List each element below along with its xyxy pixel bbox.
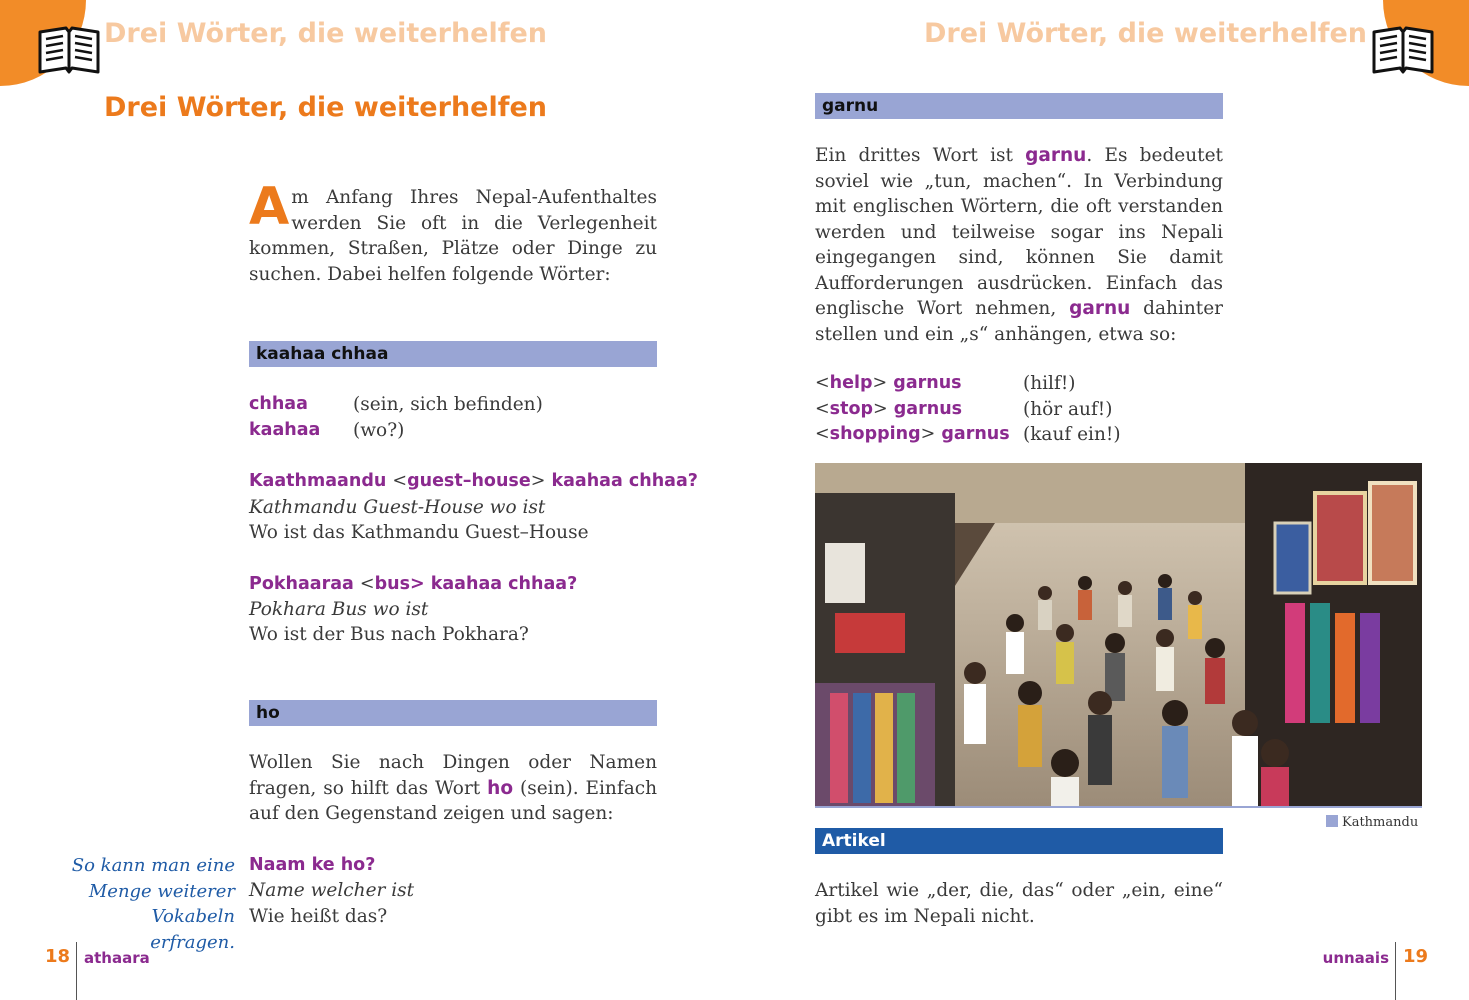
photo-underline [815, 806, 1422, 808]
garnu-paragraph [815, 143, 1223, 347]
side-note-line: So kann man eine [71, 855, 235, 876]
page-word-right: unnaais [1322, 949, 1389, 967]
example-literal: Pokhara Bus wo ist [249, 599, 429, 620]
nepali-verb: garnus [887, 399, 963, 419]
phrase-part: Pokhaaraa [249, 574, 360, 594]
side-note-line: Vokabeln erfragen. [150, 906, 235, 953]
example-phrase [815, 371, 962, 397]
example-translation: Wo ist das Kathmandu Guest–House [249, 522, 589, 543]
vocab-word: chhaa [249, 394, 308, 414]
phrase-part: guest–house [407, 471, 531, 491]
example-phrase [249, 572, 577, 598]
running-title-left: Drei Wörter, die weiterhelfen [104, 18, 548, 49]
nepali-verb: garnus [935, 424, 1010, 444]
paragraph-text: Ein drittes Wort ist [815, 145, 1026, 166]
example-phrase [815, 397, 962, 423]
section-heading-ho: ho [249, 700, 657, 726]
artikel-paragraph: Artikel wie „der, die, das“ oder „ein, eine“ gibt es im Nepali nicht. [815, 880, 1223, 927]
intro-paragraph [249, 177, 657, 287]
paragraph-text: . Es bedeutet soviel wie „tun, machen“. In Verbindung mit englischen Wörtern, die oft verstanden werden und teilweise sogar ins Nepali eingegangen sind, können Sie damit Aufforderungen ausdrücken. Einfach das englische Wort nehmen, [815, 145, 1223, 319]
vocab-meaning: (wo?) [353, 420, 405, 441]
vocab-meaning: (sein, sich befinden) [353, 394, 543, 415]
keyword-garnu: garnu [1025, 145, 1087, 166]
paragraph-text: dahinter stellen und ein „s“ anhängen, etwa so: [815, 298, 1224, 345]
caption-marker [1326, 815, 1338, 827]
angle-bracket: < [359, 574, 375, 594]
angle-bracket: < [815, 399, 830, 419]
phrase-part: Kaathmaandu [249, 471, 393, 491]
paragraph-text: Wollen Sie nach Dingen oder Namen fragen, so hilft das Wort [249, 752, 657, 799]
example-meaning: (hör auf!) [1023, 399, 1113, 420]
section-heading-artikel: Artikel [815, 828, 1223, 854]
footer-divider [1395, 942, 1396, 1000]
side-note [65, 853, 235, 955]
example-literal: Name welcher ist [249, 880, 415, 901]
open-book-icon [36, 20, 102, 78]
example-translation: Wie heißt das? [249, 906, 388, 927]
keyword-garnu: garnu [1069, 298, 1131, 319]
paragraph-text: (sein). Einfach auf den Gegenstand zeigen und sagen: [249, 777, 658, 824]
running-title-right: Drei Wörter, die weiterhelfen [923, 18, 1367, 49]
nepali-verb: garnus [887, 373, 962, 393]
photo-kathmandu-market [815, 463, 1422, 806]
angle-bracket: > [920, 424, 936, 444]
photo-caption [1326, 815, 1418, 830]
example-meaning: (kauf ein!) [1023, 424, 1121, 445]
phrase-part: kaahaa chhaa? [545, 471, 698, 491]
section-heading-kaahaa-chhaa: kaahaa chhaa [249, 341, 657, 367]
english-word: shopping [829, 424, 921, 444]
angle-bracket: > [872, 373, 888, 393]
ho-paragraph [249, 750, 657, 827]
open-book-icon [1370, 20, 1436, 78]
section-heading-garnu: garnu [815, 93, 1223, 119]
page-title: Drei Wörter, die weiterhelfen [104, 92, 548, 123]
intro-text: m Anfang Ihres Nepal-Aufenthaltes werden Sie oft in die Verlegenheit kommen, Straßen, Plätze oder Dinge zu suchen. Dabei helfen folgende Wörter: [249, 187, 657, 285]
example-meaning: (hilf!) [1023, 373, 1076, 394]
page-number-left: 18 [45, 946, 71, 967]
footer-divider [76, 942, 77, 1000]
english-word: help [829, 373, 873, 393]
angle-bracket: < [392, 471, 408, 491]
angle-bracket: < [815, 373, 830, 393]
keyword-ho: ho [487, 777, 514, 799]
angle-bracket: > [530, 471, 546, 491]
phrase-part: bus> kaahaa chhaa? [374, 574, 578, 594]
angle-bracket: > [873, 399, 888, 419]
example-phrase [815, 422, 1010, 448]
page-number-right: 19 [1403, 946, 1429, 967]
market-street-illustration [815, 463, 1422, 806]
english-word: stop [829, 399, 874, 419]
page-word-left: athaara [84, 949, 150, 967]
example-literal: Kathmandu Guest-House wo ist [249, 497, 546, 518]
example-phrase: Naam ke ho? [249, 855, 376, 875]
angle-bracket: < [815, 424, 830, 444]
dropcap: A [249, 177, 290, 237]
vocab-word: kaahaa [249, 420, 321, 440]
side-note-line: Menge weiterer [88, 880, 235, 902]
caption-text: Kathmandu [1342, 815, 1419, 830]
example-phrase [249, 469, 698, 495]
example-translation: Wo ist der Bus nach Pokhara? [249, 624, 529, 645]
